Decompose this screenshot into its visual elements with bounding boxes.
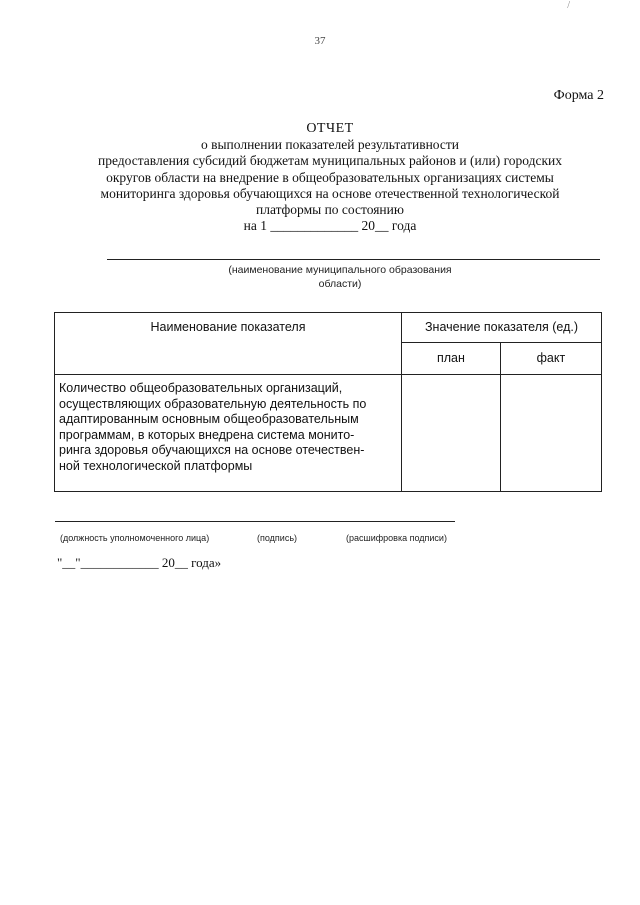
indicator-line: осуществляющих образовательную деятельность по bbox=[59, 396, 367, 411]
municipality-note-line: (наименование муниципального образования bbox=[228, 264, 452, 276]
form-label: Форма 2 bbox=[553, 88, 604, 103]
fact-cell bbox=[500, 375, 601, 492]
title-line: предоставления субсидий бюджетам муниципальных районов и (или) городских bbox=[97, 153, 563, 169]
header-plan: план bbox=[402, 342, 501, 374]
title-date-line: на 1 _____________ 20__ года bbox=[243, 218, 417, 234]
plan-cell bbox=[402, 375, 501, 492]
municipality-note bbox=[170, 263, 510, 291]
report-title-block bbox=[50, 121, 610, 234]
municipality-rule bbox=[107, 259, 600, 260]
header-fact: факт bbox=[500, 342, 601, 374]
indicator-line: ной технологической платформы bbox=[59, 458, 253, 473]
signature-date-line: "__"____________ 20__ года» bbox=[57, 555, 222, 570]
municipality-note-line: области) bbox=[318, 278, 362, 290]
report-title: ОТЧЕТ bbox=[306, 121, 354, 136]
indicator-line: программам, в которых внедрена система монито- bbox=[59, 427, 355, 442]
table-row bbox=[55, 375, 602, 492]
position-caption: (должность уполномоченного лица) bbox=[60, 533, 210, 543]
header-indicator-value: Значение показателя (ед.) bbox=[402, 313, 602, 343]
indicator-line: адаптированным основным общеобразовательным bbox=[59, 412, 359, 426]
indicator-description bbox=[55, 375, 402, 492]
page-number: 37 bbox=[314, 35, 326, 47]
title-line: мониторинга здоровья обучающихся на основе отечественной технологической bbox=[100, 185, 560, 201]
title-line: платформы по состоянию bbox=[256, 202, 404, 218]
header-indicator-name: Наименование показателя bbox=[55, 313, 402, 375]
title-line: округов области на внедрение в общеобразовательных организациях системы bbox=[106, 169, 554, 185]
title-line: о выполнении показателей результативности bbox=[200, 137, 459, 153]
indicator-line: ринга здоровья обучающихся на основе отечествен- bbox=[59, 443, 365, 457]
signature-rule bbox=[55, 521, 455, 522]
indicator-table bbox=[54, 312, 602, 492]
indicator-line: Количество общеобразовательных организаций, bbox=[59, 381, 343, 395]
signature-caption: (подпись) bbox=[257, 533, 298, 543]
corner-mark: / bbox=[567, 0, 570, 11]
decoding-caption: (расшифровка подписи) bbox=[346, 533, 447, 543]
